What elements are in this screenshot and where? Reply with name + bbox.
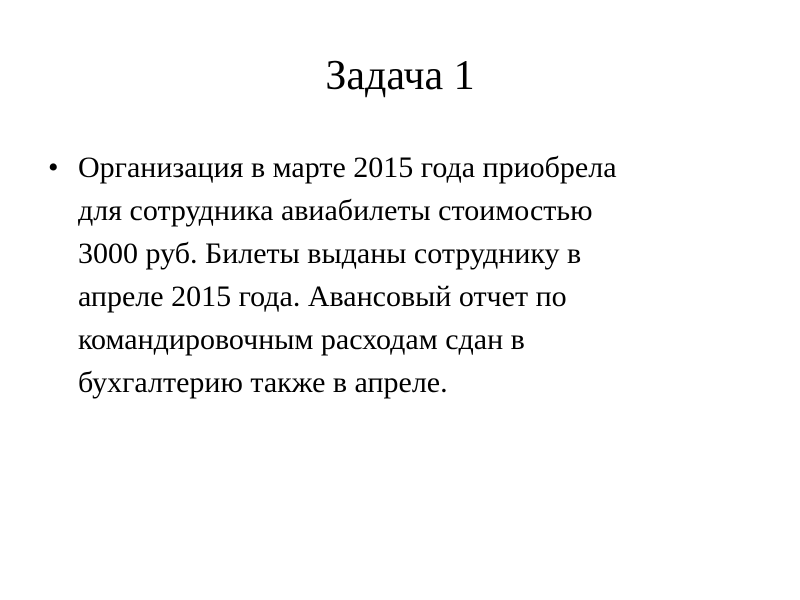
bullet-text-line: для сотрудника авиабилеты стоимостью: [78, 194, 593, 227]
bullet-icon: •: [48, 151, 59, 184]
list-item: [48, 146, 748, 404]
bullet-text-line: апреле 2015 года. Авансовый отчет по: [78, 280, 567, 313]
bullet-list: [48, 146, 748, 404]
bullet-text-line: бухгалтерию также в апреле.: [78, 366, 448, 399]
bullet-text-line: 3000 руб. Билеты выданы сотруднику в: [78, 237, 582, 270]
bullet-text-line: Организация в марте 2015 года приобрела: [78, 151, 617, 184]
bullet-text-line: командировочным расходам сдан в: [78, 323, 525, 356]
slide-title: Задача 1: [325, 53, 475, 99]
bullet-text: [78, 146, 748, 404]
